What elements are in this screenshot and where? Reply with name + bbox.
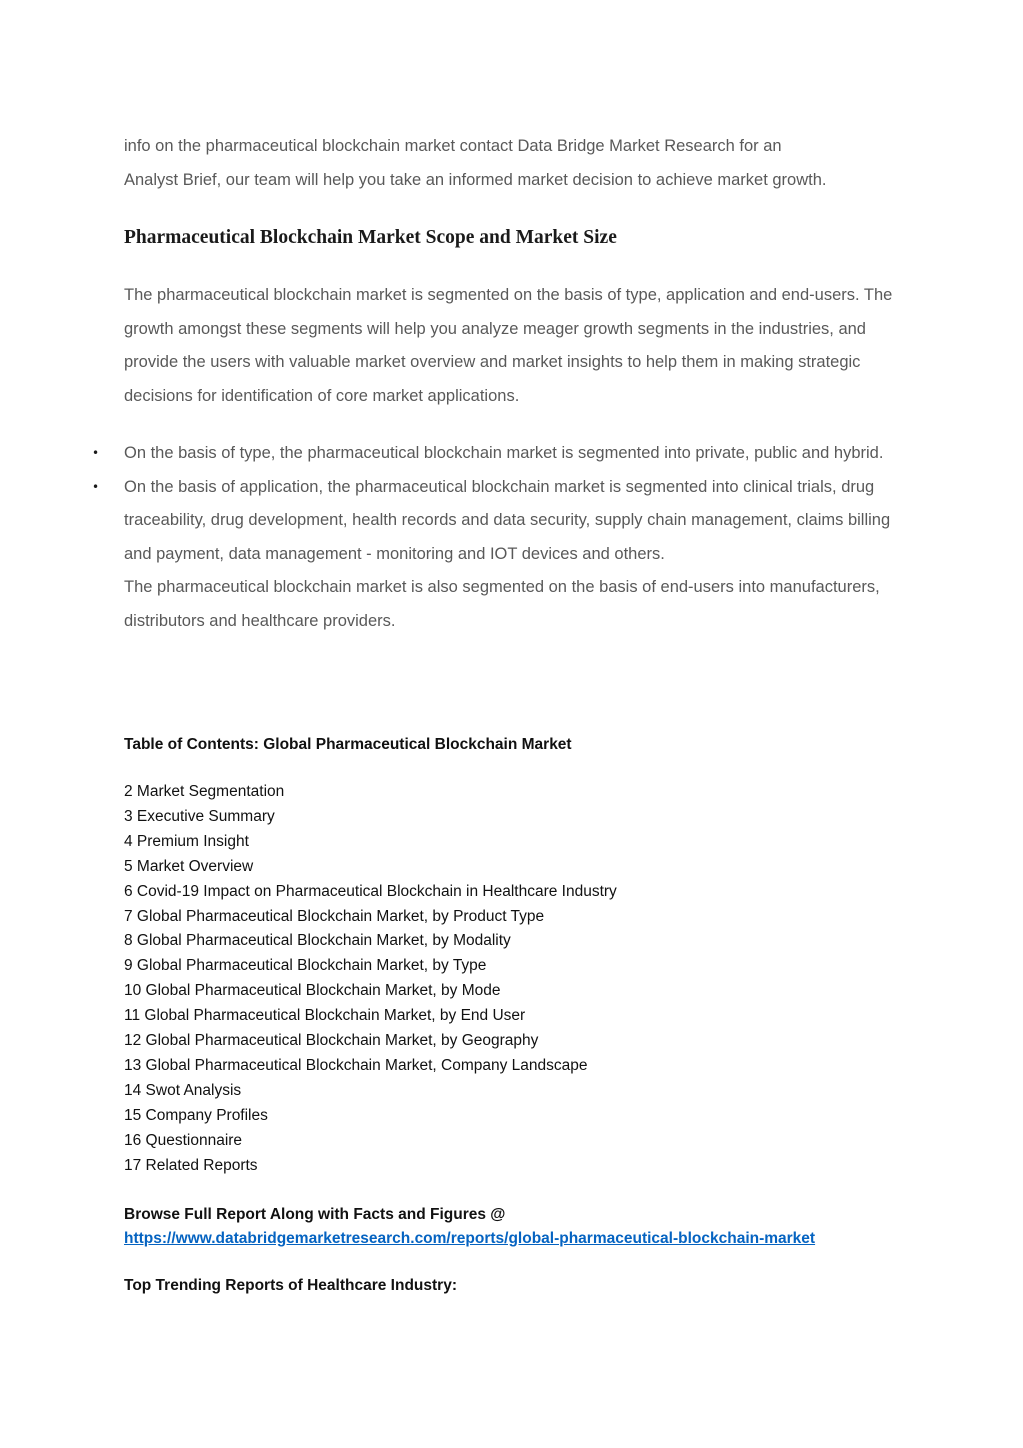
toc-title: Table of Contents: Global Pharmaceutical Blockchain Market: [124, 736, 572, 753]
browse-report-block: [124, 1203, 815, 1250]
toc-item: 17 Related Reports: [124, 1156, 258, 1174]
intro-line-1: info on the pharmaceutical blockchain market contact Data Bridge Market Research for an: [124, 137, 782, 155]
toc-item: 14 Swot Analysis: [124, 1081, 242, 1099]
toc-item: 6 Covid-19 Impact on Pharmaceutical Blockchain in Healthcare Industry: [124, 882, 617, 900]
toc-item: 10 Global Pharmaceutical Blockchain Market, by Mode: [124, 982, 501, 1000]
scope-paragraph: The pharmaceutical blockchain market is segmented on the basis of type, application and end-users. The growth amongst these segments will help you analyze meager growth segments in the industries, and provide the users with valuable market overview and market insights to help them in making strategic decisions for identification of core market applications.: [124, 286, 893, 405]
bullet-text-application: On the basis of application, the pharmaceutical blockchain market is segmented into clinical trials, drug traceability, drug development, health records and data security, supply chain management, claims billing and payment, data management - monitoring and IOT devices and others.: [124, 477, 891, 563]
bullet-text-end-users: The pharmaceutical blockchain market is also segmented on the basis of end-users into manufacturers, distributors and healthcare providers.: [124, 578, 880, 630]
toc-item: 9 Global Pharmaceutical Blockchain Market, by Type: [124, 957, 487, 975]
scope-heading: Pharmaceutical Blockchain Market Scope and Market Size: [124, 227, 617, 248]
toc-item: 12 Global Pharmaceutical Blockchain Market, by Geography: [124, 1032, 539, 1050]
bullet-text-type: On the basis of type, the pharmaceutical blockchain market is segmented into private, public and hybrid.: [124, 444, 884, 462]
trending-reports-label: Top Trending Reports of Healthcare Industry:: [124, 1277, 457, 1294]
report-link[interactable]: https://www.databridgemarketresearch.com/reports/global-pharmaceutical-blockchain-market: [124, 1229, 816, 1247]
toc-item: 3 Executive Summary: [124, 807, 275, 825]
bullet-icon: •: [92, 479, 100, 494]
segment-bullet-list: [0, 437, 1023, 639]
browse-label: Browse Full Report Along with Facts and Figures @: [124, 1206, 506, 1223]
toc-item: 2 Market Segmentation: [124, 783, 285, 800]
intro-paragraph: [124, 130, 904, 197]
toc-list: [124, 780, 617, 1179]
toc-item: 11 Global Pharmaceutical Blockchain Market, by End User: [124, 1007, 526, 1025]
toc-item: 4 Premium Insight: [124, 832, 249, 850]
toc-item: 15 Company Profiles: [124, 1106, 268, 1124]
bullet-icon: •: [92, 446, 100, 460]
bullet-item-type: [0, 437, 904, 471]
intro-line-2: Analyst Brief, our team will help you take an informed market decision to achieve market growth.: [124, 170, 827, 189]
toc-item: 16 Questionnaire: [124, 1131, 243, 1149]
toc-item: 8 Global Pharmaceutical Blockchain Market, by Modality: [124, 932, 511, 950]
toc-item: 7 Global Pharmaceutical Blockchain Market, by Product Type: [124, 907, 545, 925]
bullet-item-application: [0, 471, 904, 639]
toc-item: 13 Global Pharmaceutical Blockchain Market, Company Landscape: [124, 1056, 588, 1074]
toc-item: 5 Market Overview: [124, 857, 254, 875]
